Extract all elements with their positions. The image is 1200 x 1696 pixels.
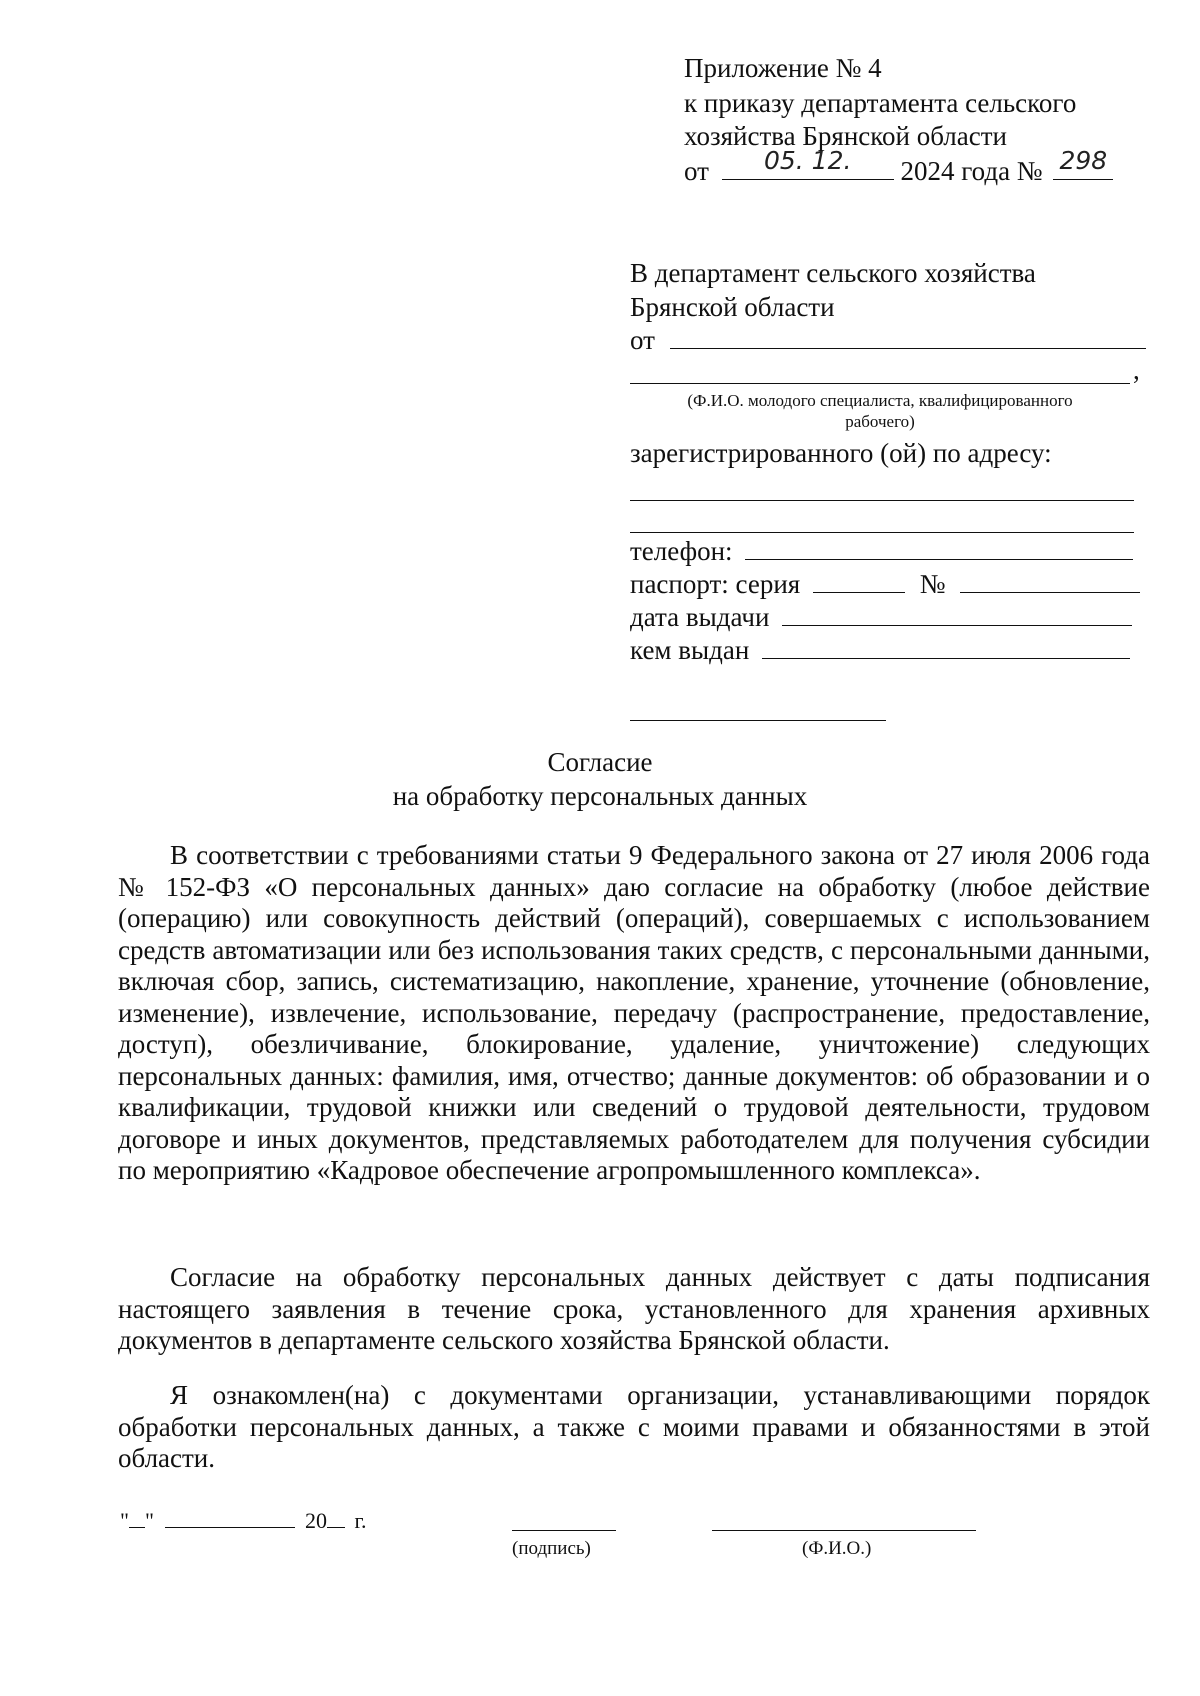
consent-paragraph-1-text: В соответствии с требованиями статьи 9 Федерального закона от 27 июля 2006 года № 152-ФЗ «О персональных данных» даю согласие на обработку (любое действие (операцию) или совокупность действий (операций), совершаемых с использованием средств автоматизации или без использования таких средств, с персональными данными, включая сбор, запись, систематизацию, накопление, хранение, уточнение (обновление, изменение), извлечение, использование, передачу (распространение, предоставление, доступ), обезличивание, блокирование, удаление, уничтожение) следующих персональных данных: фамилия, имя, отчество; данные документов: об образовании и о квалификации, трудовой книжки или сведений о трудовой деятельности, трудовом договоре и иных документов, представляемых работодателем для получения субсидии по мероприятию «Кадровое обеспечение агропромышленного комплекса». [118, 840, 1150, 1185]
consent-paragraph-3 [118, 1380, 1150, 1475]
date-quote-close: " [144, 1508, 154, 1533]
from-label: от [630, 325, 655, 355]
signature-line[interactable] [512, 1530, 616, 1531]
document-subtitle: на обработку персональных данных [392, 781, 808, 811]
fio-comma: , [1133, 355, 1140, 385]
from-blank-line[interactable] [670, 347, 1146, 349]
appendix-year-text: 2024 года № [900, 156, 1043, 186]
appendix-date-row [684, 146, 1113, 188]
issue-date-label: дата выдачи [630, 602, 770, 632]
appendix-number: Приложение № 4 [684, 53, 882, 83]
signer-fio-hint: (Ф.И.О.) [802, 1538, 872, 1559]
issue-date-blank[interactable] [782, 624, 1132, 626]
year-prefix: 20 [304, 1508, 327, 1533]
issued-by-label: кем выдан [630, 635, 750, 665]
consent-paragraph-3-text: Я ознакомлен(на) с документами организации, устанавливающими порядок обработки персональных данных, а также с моими правами и обязанностями в этой области. [118, 1380, 1150, 1473]
appendix-number-field [1053, 146, 1113, 180]
addressee-department: В департамент сельского хозяйства [630, 258, 1036, 288]
passport-series-blank[interactable] [813, 591, 905, 593]
address-blank-line-2[interactable] [630, 532, 1134, 533]
phone-blank-line[interactable] [745, 558, 1133, 560]
day-blank[interactable] [129, 1526, 145, 1528]
fio-blank-line[interactable] [630, 383, 1130, 384]
appendix-date-field [722, 146, 894, 180]
phone-label: телефон: [630, 536, 733, 566]
phone-row [630, 535, 1133, 568]
fio-hint-line1: (Ф.И.О. молодого специалиста, квалифицированного [687, 391, 1073, 410]
appendix-department-line: хозяйства Брянской области [684, 121, 1007, 151]
year-suffix: г. [354, 1508, 367, 1533]
issue-date-row [630, 601, 1132, 634]
consent-paragraph-1 [118, 840, 1150, 1187]
document-title: Согласие [547, 747, 653, 777]
date-quote-open: " [120, 1508, 129, 1533]
year-blank[interactable] [327, 1526, 345, 1528]
signature-blank-line-top[interactable] [630, 720, 886, 721]
consent-paragraph-2-text: Согласие на обработку персональных данных действует с даты подписания настоящего заявления в течение срока, установленного для хранения архивных документов в департаменте сельского хозяйства Брянской области. [118, 1262, 1150, 1355]
addressee-region: Брянской области [630, 292, 835, 322]
passport-series-label: паспорт: серия [630, 569, 801, 599]
registered-address-label: зарегистрированного (ой) по адресу: [630, 438, 1052, 468]
appendix-number-handwritten: 298 [1059, 146, 1108, 175]
appendix-date-prefix: от [684, 156, 709, 186]
passport-number-sign: № [919, 569, 946, 599]
signature-hint: (подпись) [512, 1538, 591, 1559]
issued-by-blank[interactable] [762, 657, 1130, 659]
signature-date-row [120, 1508, 367, 1534]
address-blank-line-1[interactable] [630, 500, 1134, 501]
consent-paragraph-2 [118, 1262, 1150, 1357]
appendix-order-line: к приказу департамента сельского [684, 88, 1077, 118]
appendix-date-handwritten: 05. 12. [763, 146, 852, 175]
issued-by-row [630, 634, 1130, 667]
month-blank[interactable] [165, 1526, 295, 1528]
signer-fio-line[interactable] [712, 1530, 976, 1531]
fio-hint-line2: рабочего) [845, 412, 915, 431]
from-row [630, 324, 1146, 357]
passport-row [630, 568, 1140, 601]
passport-number-blank[interactable] [960, 591, 1140, 593]
